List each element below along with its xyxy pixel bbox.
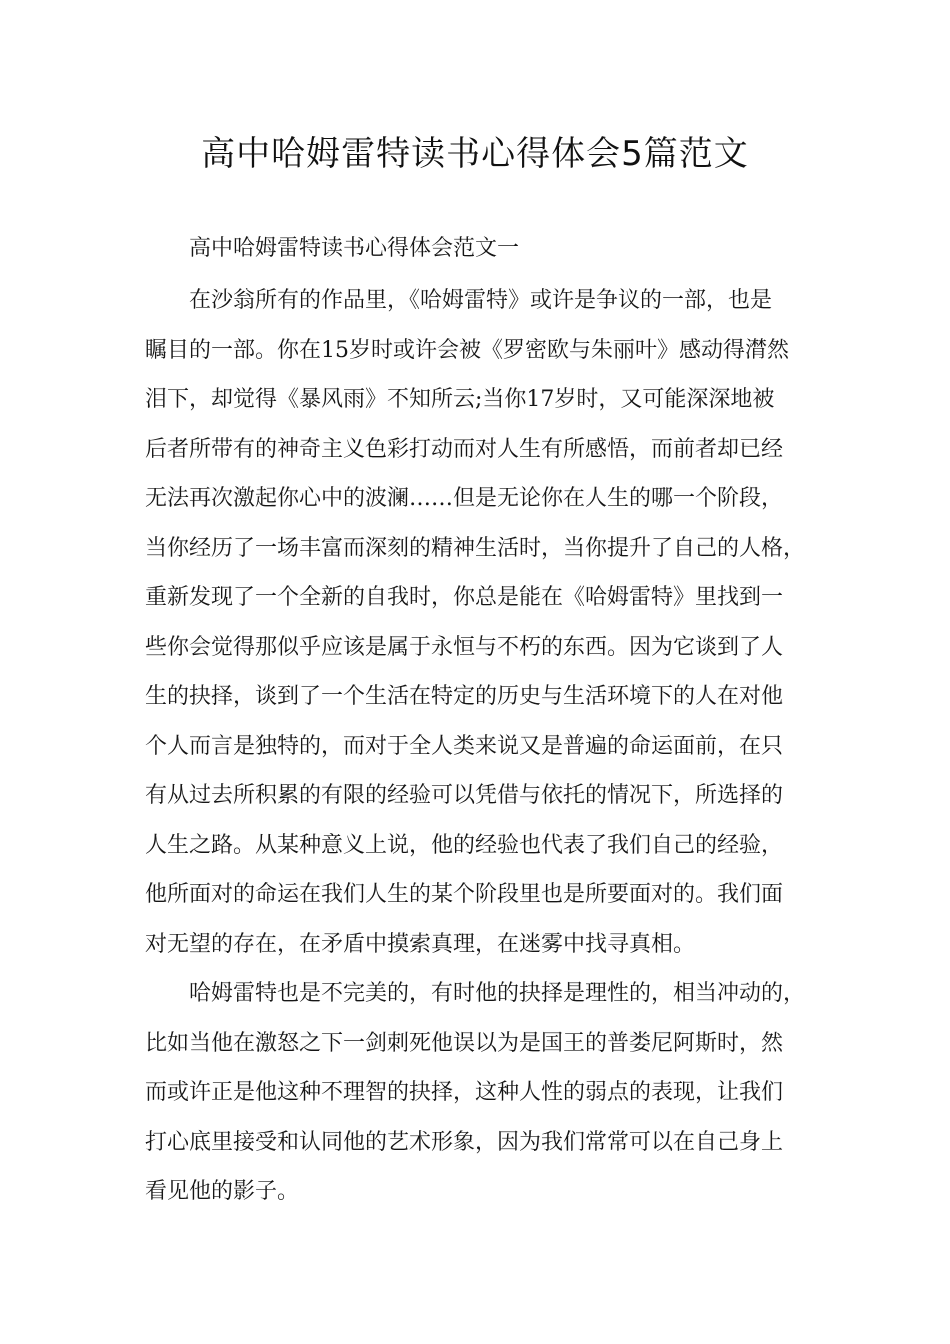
paragraph-line: 看见他的影子。 (145, 1179, 300, 1204)
paragraph-line: 些你会觉得那似乎应该是属于永恒与不朽的东西。因为它谈到了人 (145, 635, 784, 660)
paragraph-line: 哈姆雷特也是不完美的，有时他的抉择是理性的，相当冲动的， (189, 981, 806, 1006)
paragraph-line: 个人而言是独特的，而对于全人类来说又是普遍的命运面前，在只 (145, 734, 784, 759)
paragraph-line: 当你经历了一场丰富而深刻的精神生活时，当你提升了自己的人格， (145, 536, 806, 561)
document-title: 高中哈姆雷特读书心得体会5篇范文 (201, 134, 749, 174)
paragraph-line: 人生之路。从某种意义上说，他的经验也代表了我们自己的经验， (145, 833, 784, 858)
paragraph-line: 泪下，却觉得《暴风雨》不知所云;当你17岁时，又可能深深地被 (145, 387, 775, 412)
paragraph-line: 瞩目的一部。你在15岁时或许会被《罗密欧与朱丽叶》感动得潸然 (145, 338, 789, 363)
paragraph-line: 在沙翁所有的作品里，《哈姆雷特》或许是争议的一部，也是 (189, 288, 773, 313)
paragraph-line: 而或许正是他这种不理智的抉择，这种人性的弱点的表现，让我们 (145, 1080, 784, 1105)
paragraph-line: 比如当他在激怒之下一剑刺死他误以为是国王的普娄尼阿斯时，然 (145, 1031, 784, 1056)
paragraph-line: 他所面对的命运在我们人生的某个阶段里也是所要面对的。我们面 (145, 882, 784, 907)
paragraph-line: 打心底里接受和认同他的艺术形象，因为我们常常可以在自己身上 (145, 1130, 784, 1155)
paragraph-line: 无法再次激起你心中的波澜……但是无论你在人生的哪一个阶段， (145, 486, 784, 511)
paragraph-line: 对无望的存在，在矛盾中摸索真理，在迷雾中找寻真相。 (145, 932, 696, 957)
paragraph-line: 有从过去所积累的有限的经验可以凭借与依托的情况下，所选择的 (145, 783, 784, 808)
paragraph-line: 生的抉择，谈到了一个生活在特定的历史与生活环境下的人在对他 (145, 684, 784, 709)
section-heading: 高中哈姆雷特读书心得体会范文一 (189, 236, 520, 261)
paragraph-line: 重新发现了一个全新的自我时，你总是能在《哈姆雷特》里找到一 (145, 585, 784, 610)
paragraph-line: 后者所带有的神奇主义色彩打动而对人生有所感悟，而前者却已经 (145, 437, 784, 462)
